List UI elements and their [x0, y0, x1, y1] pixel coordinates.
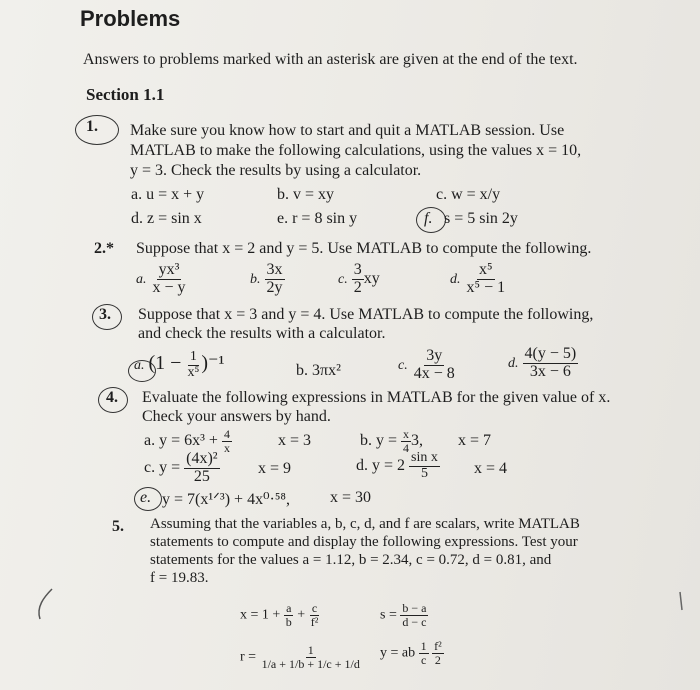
expression: d. y = 2 — [356, 456, 406, 474]
item-label: c. — [338, 271, 348, 287]
problem-5-r — [240, 644, 362, 670]
problem-3-line-1: Suppose that x = 3 and y = 4. Use MATLAB to compute the following, — [138, 306, 594, 323]
fraction-numerator: 4 — [223, 427, 230, 441]
expression-tail: xy — [363, 269, 380, 287]
problem-2-line: Suppose that x = 2 and y = 5. Use MATLAB to compute the following. — [136, 240, 592, 257]
problem-2-c — [338, 262, 380, 297]
fraction-denominator: 1/a + 1/b + 1/c + 1/d — [261, 656, 360, 671]
fraction-numerator: (4x)² — [186, 450, 218, 467]
problem-5-s — [380, 602, 428, 628]
fraction-denominator: 4x − 8 — [413, 364, 455, 382]
expression: b. y = — [360, 431, 398, 449]
problem-1-f: s = 5 sin 2y — [444, 210, 518, 227]
fraction-numerator: yx³ — [158, 261, 180, 278]
problem-3-b: b. 3πx² — [296, 362, 341, 379]
expression: y = ab — [380, 645, 416, 661]
problem-3-number: 3. — [99, 306, 111, 323]
item-label: d. — [508, 355, 519, 371]
problem-2-a — [136, 262, 188, 297]
fraction-denominator: 25 — [193, 467, 210, 485]
fraction-numerator: 3y — [426, 347, 443, 364]
problem-4-d — [356, 451, 440, 481]
problem-5-number: 5. — [112, 518, 124, 535]
problem-1-f-label: f. — [424, 210, 433, 227]
fraction-numerator: x⁵ — [479, 261, 493, 278]
problem-4-d-value: x = 4 — [474, 460, 508, 477]
problem-1-line-3: y = 3. Check the results by using a calculator. — [130, 162, 422, 179]
problem-1-number: 1. — [86, 118, 98, 135]
fraction-numerator: 1 — [189, 349, 197, 365]
problem-1-c: c. w = x/y — [436, 186, 501, 203]
item-label: b. — [250, 271, 261, 287]
fraction-denominator: 4 — [403, 440, 410, 455]
fraction-denominator: x⁵ − 1 — [466, 278, 506, 296]
problem-4-e-label: e. — [140, 489, 152, 506]
problem-4-e: y = 7(x¹ᐟ³) + 4x⁰·⁵⁸, — [162, 491, 290, 508]
pencil-mark — [672, 590, 692, 614]
fraction-denominator: c — [420, 652, 427, 667]
fraction-numerator: x — [403, 427, 410, 441]
expression: a. y = 6x³ + — [144, 431, 218, 449]
problem-2-b — [250, 262, 285, 297]
fraction-denominator: 5 — [420, 465, 428, 481]
problem-5-line-1: Assuming that the variables a, b, c, d, and f are scalars, write MATLAB — [150, 516, 580, 532]
problem-4-c — [144, 451, 220, 486]
problem-1-a: a. u = x + y — [131, 186, 205, 203]
problem-5-line-3: statements for the values a = 1.12, b = 2.34, c = 0.72, d = 0.81, and — [150, 552, 552, 568]
fraction-denominator: f² — [310, 614, 319, 629]
fraction-numerator: 1 — [307, 643, 314, 657]
problem-3-line-2: and check the results with a calculator. — [138, 325, 386, 342]
fraction-denominator: b — [285, 614, 292, 629]
section-heading: Section 1.1 — [86, 85, 165, 104]
fraction-denominator: 2 — [353, 278, 362, 296]
expression-close: )⁻¹ — [201, 352, 225, 374]
problem-2-number: 2.* — [94, 240, 114, 257]
fraction-denominator: 2y — [266, 278, 283, 296]
fraction-numerator: a — [286, 601, 292, 615]
plus-sign: + — [297, 607, 306, 623]
fraction-numerator: c — [311, 601, 318, 615]
problem-2-d — [450, 262, 507, 297]
problem-3-d — [508, 346, 578, 381]
problem-4-number: 4. — [106, 389, 118, 406]
fraction-denominator: 3x − 6 — [529, 362, 571, 380]
problem-4-e-value: x = 30 — [330, 489, 372, 506]
expression-tail: 3, — [411, 431, 424, 449]
problem-4-line-2: Check your answers by hand. — [142, 408, 331, 425]
fraction-denominator: x⁵ — [187, 364, 200, 380]
problem-1-e: e. r = 8 sin y — [277, 210, 358, 227]
fraction-numerator: sin x — [411, 450, 438, 465]
fraction-numerator: 4(y − 5) — [524, 345, 577, 362]
expression: r = — [240, 649, 257, 665]
fraction-denominator: 2 — [434, 652, 441, 667]
problem-5-line-4: f = 19.83. — [150, 570, 209, 586]
page-title: Problems — [80, 6, 181, 31]
fraction-numerator: b − a — [402, 601, 427, 615]
fraction-numerator: f² — [434, 639, 442, 653]
fraction-denominator: x — [223, 440, 230, 455]
expression: x = 1 + — [240, 607, 281, 623]
item-label: c. — [398, 357, 408, 373]
item-label: a. — [134, 358, 145, 373]
problem-5-line-2: statements to compute and display the following expressions. Test your — [150, 534, 578, 550]
fraction-denominator: d − c — [402, 614, 427, 629]
problem-5-x — [240, 602, 320, 628]
fraction-numerator: 3x — [266, 261, 283, 278]
problem-4-b-value: x = 7 — [458, 432, 492, 449]
fraction-denominator: x − y — [152, 278, 186, 296]
problem-1-line-1: Make sure you know how to start and quit a MATLAB session. Use — [130, 122, 565, 139]
problem-4-c-value: x = 9 — [258, 460, 292, 477]
item-label: d. — [450, 271, 461, 287]
problem-3-a — [134, 350, 225, 381]
problem-4-a-value: x = 3 — [278, 432, 312, 449]
problem-5-y — [380, 640, 444, 666]
item-label: a. — [136, 271, 147, 287]
expression: s = — [380, 607, 397, 623]
problem-1-d: d. z = sin x — [131, 210, 202, 227]
problem-3-c — [398, 348, 457, 383]
fraction-numerator: 1 — [420, 639, 427, 653]
problem-4-line-1: Evaluate the following expressions in MATLAB for the given value of x. — [142, 389, 611, 406]
expression: c. y = — [144, 458, 181, 476]
intro-text: Answers to problems marked with an asterisk are given at the end of the text. — [83, 51, 578, 68]
problem-1-b: b. v = xy — [277, 186, 335, 203]
pencil-mark — [30, 585, 60, 625]
problem-1-line-2: MATLAB to make the following calculations, using the values x = 10, — [130, 142, 582, 159]
expression-open: (1 − — [148, 352, 182, 374]
fraction-numerator: 3 — [353, 261, 362, 278]
